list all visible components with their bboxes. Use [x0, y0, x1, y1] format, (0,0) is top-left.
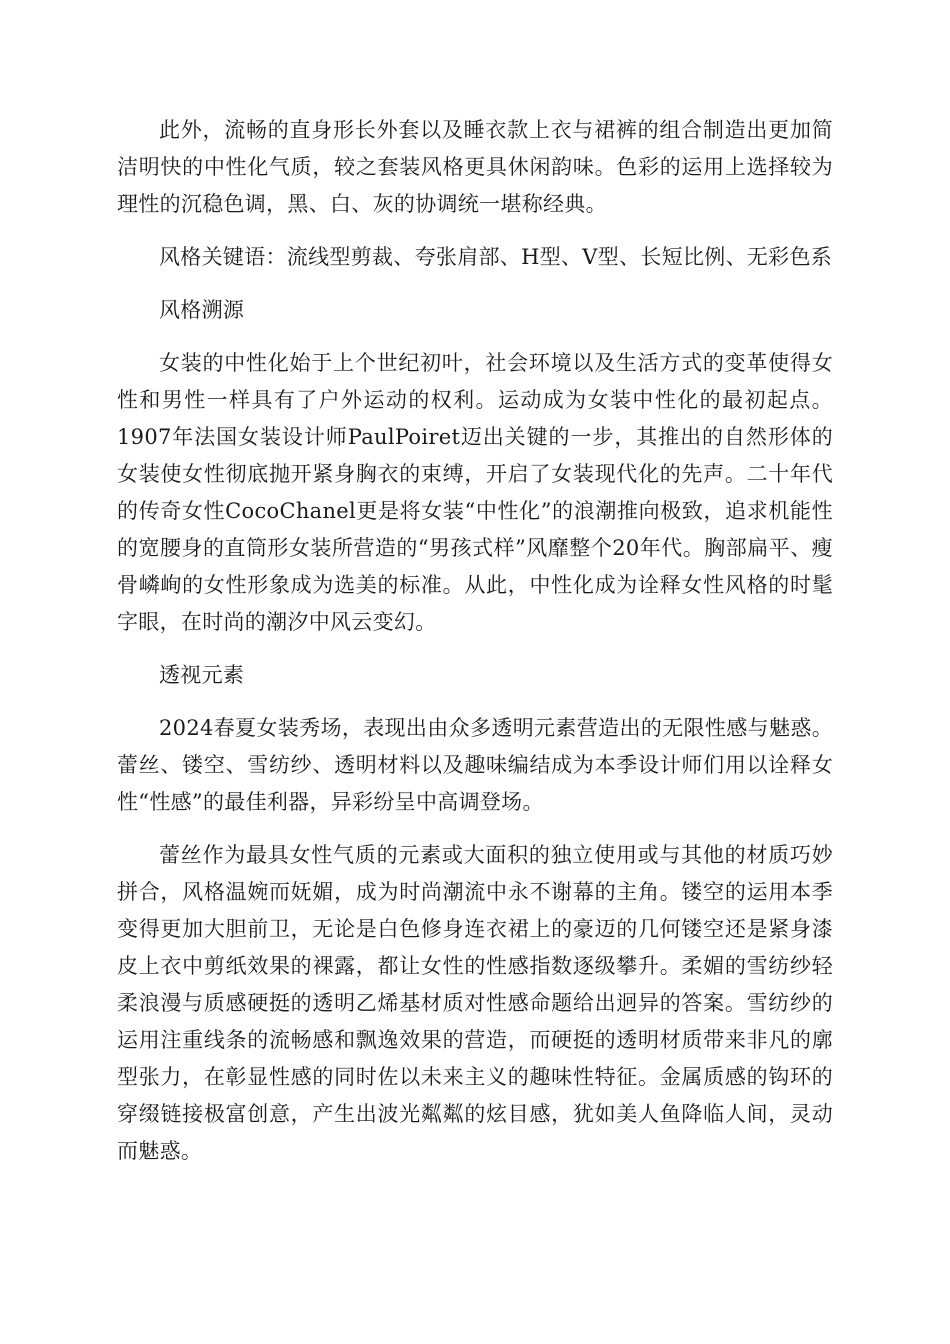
heading-sheer-elements: 透视元素 — [159, 663, 245, 687]
document-body — [117, 112, 833, 1186]
paragraph-lace-and-materials: 蕾丝作为最具女性气质的元素或大面积的独立使用或与其他的材质巧妙拼合，风格温婉而妩媚，成为时尚潮流中永不谢幕的主角。镂空的运用本季变得更加大胆前卫，无论是白色修身连衣裙上的豪迈的几何镂空还是紧身漆皮上衣中剪纸效果的裸露，都让女性的性感指数逐级攀升。柔媚的雪纺纱轻柔浪漫与质感硬挺的透明乙烯基材质对性感命题给出迥异的答案。雪纺纱的运用注重线条的流畅感和飘逸效果的营造，而硬挺的透明材质带来非凡的廓型张力，在彰显性感的同时佐以未来主义的趣味性特征。金属质感的钩环的穿缀链接极富创意，产生出波光粼粼的炫目感，犹如美人鱼降临人间，灵动而魅惑。 — [117, 843, 833, 1163]
heading-style-origin: 风格溯源 — [159, 298, 245, 322]
paragraph-style-keywords: 风格关键语：流线型剪裁、夸张肩部、H型、V型、长短比例、无彩色系 — [159, 245, 833, 269]
paragraph-style-origin: 女装的中性化始于上个世纪初叶，社会环境以及生活方式的变革使得女性和男性一样具有了户外运动的权利。运动成为女装中性化的最初起点。1907年法国女装设计师PaulPoiret迈出关键的一步，其推出的自然形体的女装使女性彻底抛开紧身胸衣的束缚，开启了女装现代化的先声。二十年代的传奇女性CocoChanel更是将女装“中性化”的浪潮推向极致，追求机能性的宽腰身的直筒形女装所营造的“男孩式样”风靡整个20年代。胸部扁平、瘦骨嶙峋的女性形象成为选美的标准。从此，中性化成为诠释女性风格的时髦字眼，在时尚的潮汐中风云变幻。 — [117, 351, 833, 634]
paragraph-sheer-intro: 2024春夏女装秀场，表现出由众多透明元素营造出的无限性感与魅惑。蕾丝、镂空、雪纺纱、透明材料以及趣味编结成为本季设计师们用以诠释女性“性感”的最佳利器，异彩纷呈中高调登场。 — [117, 716, 833, 814]
paragraph-androgynous-outerwear: 此外，流畅的直身形长外套以及睡衣款上衣与裙裤的组合制造出更加简洁明快的中性化气质，较之套装风格更具休闲韵味。色彩的运用上选择较为理性的沉稳色调，黑、白、灰的协调统一堪称经典。 — [117, 118, 833, 216]
